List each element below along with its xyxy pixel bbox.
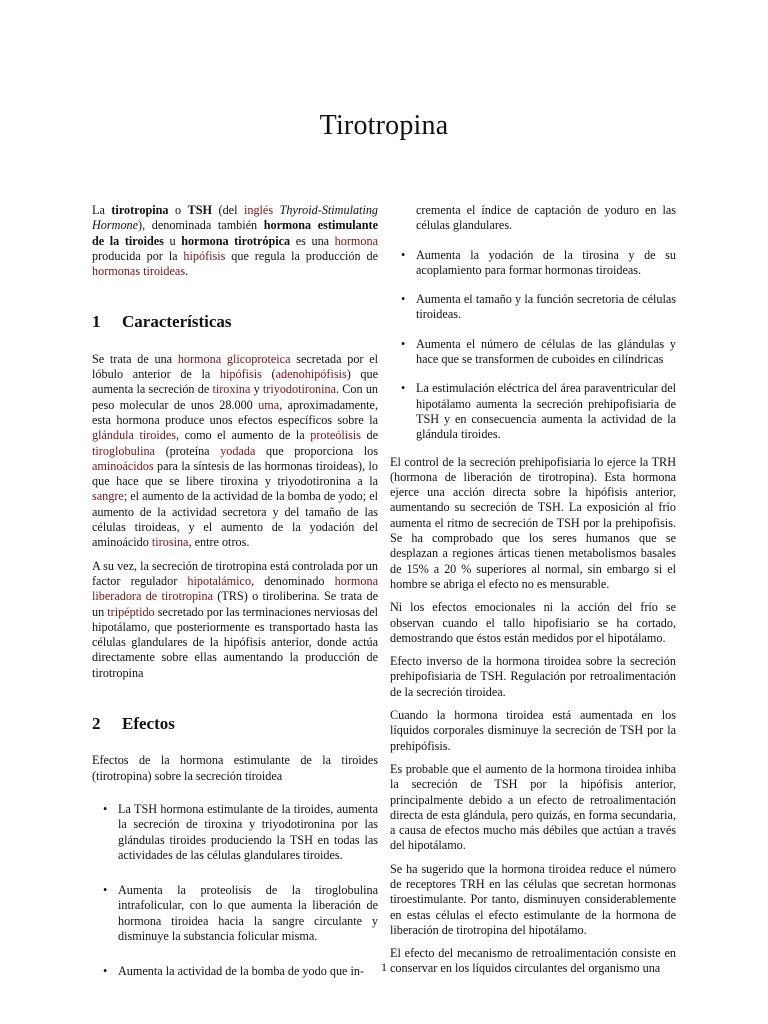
- text: producida por la: [92, 248, 184, 263]
- text: ; el aumento de la actividad de la bomba de yodo; el aumento de la actividad secretora y del tamaño de las células tiroideas, y el aumento de la yodación del aminoácido: [92, 489, 378, 550]
- link[interactable]: tripéptido: [107, 604, 155, 619]
- link[interactable]: hormona liberadora de tirotropina: [92, 573, 378, 604]
- list-item: • Aumenta la yodación de la tirosina y de su acoplamiento para formar hormonas tiroideas.: [390, 248, 676, 279]
- text: secretado por las terminaciones nerviosas del hipotálamo, que posteriormente es transportado hasta las células glandulares de la hipófisis anterior, donde actúa directamente sobre ellas aumentando la producción de tirotropina: [92, 604, 379, 680]
- text: de: [361, 428, 379, 443]
- caracteristicas-paragraph-2: [92, 559, 378, 681]
- italic-term: Thyroid-Stimulating Hormone: [92, 203, 379, 233]
- text: A su vez, la secreción de tirotropina está controlada por un factor regulador: [92, 558, 378, 588]
- list-item: • Aumenta el número de células de las glándulas y hace que se transformen de cuboides en cilíndricas: [390, 337, 676, 368]
- text: . Con un peso molecular de unos 28.000: [92, 382, 379, 412]
- text: es una: [290, 233, 335, 248]
- link[interactable]: tirosina: [151, 535, 189, 550]
- link[interactable]: tiroxina: [212, 382, 251, 397]
- link[interactable]: triyodotironina: [262, 382, 337, 397]
- bold-term: tirotropina: [111, 203, 169, 217]
- bold-term: hormona tirotrópica: [181, 233, 291, 248]
- right-paragraph: Se ha sugerido que la hormona tiroidea reduce el número de receptores TRH en las células que secretan hormonas tiroestimulante. Por tanto, disminuyen considerablemente en estas células el efecto estimulante de la hormona de liberación de tirotropina del hipotálamo.: [390, 861, 676, 937]
- text: y: [250, 382, 263, 397]
- link[interactable]: hormona: [177, 351, 222, 366]
- text: .: [185, 264, 189, 279]
- right-paragraph: Ni los efectos emocionales ni la acción del frío se observan cuando el tallo hipofisiario se ha cortado, demostrando que éstos están medidos por el hipotálamo.: [390, 600, 676, 645]
- right-column: [390, 203, 676, 985]
- link-hormonas-tiroideas[interactable]: hormonas tiroideas: [92, 264, 186, 279]
- link-hipofisis[interactable]: hipófisis: [183, 248, 226, 263]
- link[interactable]: proteólisis: [310, 428, 361, 443]
- link-hormona[interactable]: hormona: [334, 233, 378, 248]
- section-number: 2: [92, 714, 101, 734]
- text: secretada por el lóbulo anterior de la: [92, 351, 379, 382]
- text: para la síntesis de las hormonas tiroideas), lo que hace que se libere tiroxina y triyodotironina a la: [92, 458, 378, 489]
- bold-term: TSH: [187, 203, 212, 217]
- list-item: • Aumenta la proteolisis de la tiroglobulina intrafolicular, con lo que aumenta la liberación de hormona tiroidea hacia la sangre circulante y disminuye la substancia folicular misma.: [92, 883, 378, 944]
- efectos-list-right: [390, 203, 676, 234]
- text: (proteína: [154, 443, 221, 458]
- section-heading-efectos: [92, 714, 378, 734]
- text: (: [261, 367, 276, 382]
- list-item: • La estimulación eléctrica del área paraventricular del hipotálamo aumenta la secreción prehipofisiaria de TSH y en consecuencia aumenta la actividad de la glándula tiroides.: [390, 381, 676, 442]
- text: (TRS) o tiroliberina. Se trata de un: [92, 589, 378, 619]
- section-heading-caracteristicas: [92, 312, 378, 332]
- text: u: [163, 233, 182, 248]
- right-paragraph: Es probable que el aumento de la hormona tiroidea inhiba la secreción de TSH por la hipófisis anterior, principalmente debido a un efecto de retroalimentación directa de esta glándula, pero quizás, en forma secundaria, a causa de efectos mucho más débiles que actúan a través del hipotálamo.: [390, 761, 676, 853]
- list-item-continuation: [390, 203, 676, 234]
- text: que regula la producción de: [225, 248, 378, 263]
- link[interactable]: adenohipófisis: [275, 367, 347, 382]
- efectos-list-left: [92, 802, 378, 980]
- text: o: [168, 203, 188, 217]
- right-paragraph: Cuando la hormona tiroidea está aumentada en los líquidos corporales disminuye la secreción de TSH por la prehipófisis.: [390, 708, 676, 753]
- left-column: [92, 203, 378, 980]
- text: ), denominada también: [138, 218, 264, 233]
- text: , como el aumento de la: [176, 428, 311, 443]
- efectos-intro: Efectos de la hormona estimulante de la tiroides (tirotropina) sobre la secreción tiroidea: [92, 753, 378, 783]
- link[interactable]: glicoproteica: [226, 351, 291, 366]
- link[interactable]: hipófisis: [219, 367, 262, 382]
- link[interactable]: aminoácidos: [92, 458, 154, 473]
- link[interactable]: glándula tiroides: [92, 428, 177, 443]
- efectos-list-right-bullets: [390, 248, 676, 443]
- list-item: • Aumenta el tamaño y la función secretoria de células tiroideas.: [390, 292, 676, 323]
- section-title: Efectos: [122, 714, 175, 734]
- link[interactable]: tiroglobulina: [92, 443, 155, 458]
- caracteristicas-paragraph-1: [92, 352, 378, 551]
- text: La: [92, 203, 112, 217]
- section-number: 1: [92, 312, 101, 332]
- text: , aproximadamente, esta hormona produce unos efectos específicos sobre la: [92, 397, 379, 427]
- intro-paragraph: [92, 203, 378, 279]
- link[interactable]: hipotalámico: [187, 573, 252, 588]
- bold-term: hormona estimulante de la tiroides: [92, 218, 378, 248]
- text: (del: [212, 203, 244, 217]
- page-title: Tirotropina: [319, 110, 449, 141]
- right-paragraph: El control de la secreción prehipofisiaria lo ejerce la TRH (hormona de liberación de tirotropina). Esta hormona ejerce una acción directa sobre la hipófisis anterior, aumentando su secreción de TSH. La exposición al frío aumenta el ritmo de secreción de TSH por la prehipofisis. Se ha comprobado que los seres humanos que se desplazan a regiones árticas tienen metabolismos basales de 15% a 20 % superiores al normal, sin embargo si el hombre se abriga el efecto no es mensurable.: [390, 454, 676, 591]
- right-paragraph: El efecto del mecanismo de retroalimentación consiste en conservar en los líquidos circulantes del organismo una: [390, 946, 676, 976]
- text: ) que aumenta la secreción de: [92, 367, 379, 397]
- text: , denominado: [251, 573, 335, 588]
- list-item: • Aumenta la actividad de la bomba de yodo que in-: [92, 964, 378, 979]
- link[interactable]: yodada: [220, 443, 256, 458]
- text: , entre otros.: [188, 535, 250, 550]
- page-number: 1: [381, 960, 387, 974]
- text: crementa el índice de captación de yoduro en las células glandulares.: [416, 203, 676, 233]
- link[interactable]: uma: [258, 397, 280, 412]
- right-paragraph: Efecto inverso de la hormona tiroidea sobre la secreción prehipofisiaria de TSH. Regulación por retroalimentación de la secreción tiroidea.: [390, 654, 676, 699]
- link-ingles[interactable]: inglés: [243, 203, 274, 217]
- link[interactable]: sangre: [92, 489, 124, 504]
- section-title: Características: [122, 312, 232, 332]
- list-item: • La TSH hormona estimulante de la tiroides, aumenta la secreción de tiroxina y triyodotironina por las glándulas tiroides produciendo la TSH en todas las actividades de las células glandulares tiroides.: [92, 802, 378, 863]
- text: que proporciona los: [255, 443, 378, 458]
- text: Se trata de una: [92, 351, 178, 366]
